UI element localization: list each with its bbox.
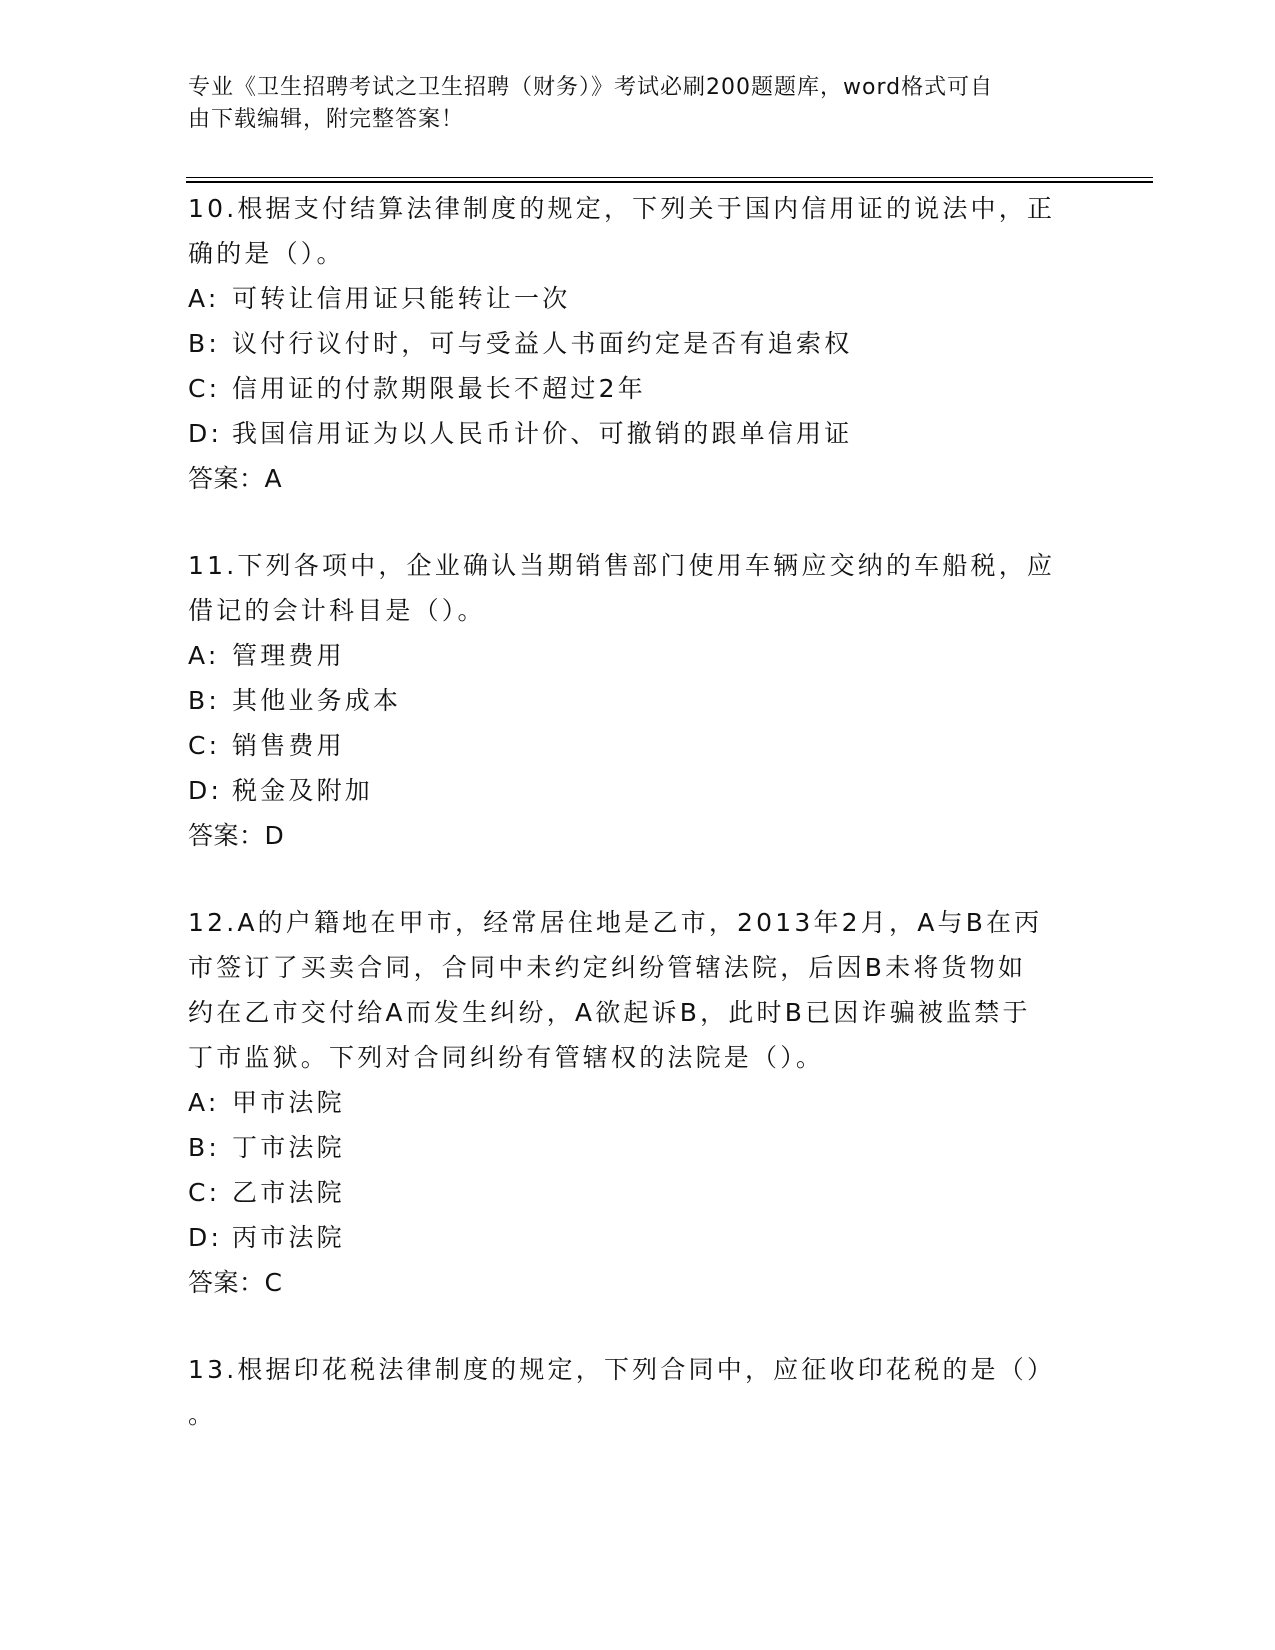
option-text: 信用证的付款期限最长不超过2年 [232,374,646,403]
option-text: 乙市法院 [232,1178,345,1207]
option-d [188,1215,1068,1260]
option-c [188,366,1068,411]
stem-line: 约在乙市交付给A而发生纠纷，A欲起诉B，此时B已因诈骗被监禁于 [188,998,1031,1027]
option-letter: D: [188,776,223,805]
option-text: 销售费用 [232,731,345,760]
stem-line: 丁市监狱。下列对合同纠纷有管辖权的法院是（）。 [188,1043,825,1072]
answer-line: 答案：A [188,464,283,493]
header-divider-thick [186,181,1153,183]
stem-line: 13.根据印花税法律制度的规定，下列合同中，应征收印花税的是（） [188,1355,1056,1384]
stem-line: 借记的会计科目是（）。 [188,596,486,625]
question-list [188,186,1068,1458]
option-letter: D: [188,1223,223,1252]
stem-line: 11.下列各项中，企业确认当期销售部门使用车辆应交纳的车船税，应 [188,551,1056,580]
option-text: 管理费用 [232,641,345,670]
option-text: 议付行议付时，可与受益人书面约定是否有追索权 [232,329,853,358]
header-line-1: 专业《卫生招聘考试之卫生招聘（财务）》考试必刷200题题库，word格式可自 [188,75,994,100]
option-a [188,276,1068,321]
question-10 [188,186,1068,501]
option-b [188,678,1068,723]
header-line-2: 由下载编辑，附完整答案！ [188,107,465,132]
stem-line: 。 [188,1400,217,1429]
option-text: 丙市法院 [232,1223,345,1252]
option-text: 税金及附加 [232,776,374,805]
option-text: 可转让信用证只能转让一次 [232,284,571,313]
option-text: 我国信用证为以人民币计价、可撤销的跟单信用证 [232,419,853,448]
option-b [188,1125,1068,1170]
question-stem [188,1347,1068,1437]
option-c [188,1170,1068,1215]
option-letter: B: [188,686,220,715]
stem-line: 市签订了买卖合同，合同中未约定纠纷管辖法院，后因B未将货物如 [188,953,1027,982]
document-header [188,72,1068,136]
option-letter: A: [188,1088,220,1117]
option-c [188,723,1068,768]
header-divider-thin [186,177,1153,178]
question-stem [188,186,1068,276]
question-stem [188,900,1068,1080]
option-a [188,633,1068,678]
question-11 [188,543,1068,858]
option-d [188,411,1068,456]
stem-line: 12.A的户籍地在甲市，经常居住地是乙市，2013年2月，A与B在丙 [188,908,1043,937]
option-letter: A: [188,284,220,313]
option-d [188,768,1068,813]
option-letter: B: [188,1133,220,1162]
option-a [188,1080,1068,1125]
option-text: 其他业务成本 [232,686,402,715]
option-letter: C: [188,374,221,403]
option-letter: B: [188,329,220,358]
answer-line: 答案：C [188,1268,283,1297]
question-stem [188,543,1068,633]
option-b [188,321,1068,366]
option-text: 丁市法院 [232,1133,345,1162]
question-13 [188,1347,1068,1437]
stem-line: 确的是（）。 [188,239,345,268]
answer-line: 答案：D [188,821,285,850]
option-text: 甲市法院 [232,1088,345,1117]
option-letter: D: [188,419,223,448]
option-letter: C: [188,731,221,760]
stem-line: 10.根据支付结算法律制度的规定，下列关于国内信用证的说法中，正 [188,194,1056,223]
option-letter: A: [188,641,220,670]
question-12 [188,900,1068,1305]
option-letter: C: [188,1178,221,1207]
